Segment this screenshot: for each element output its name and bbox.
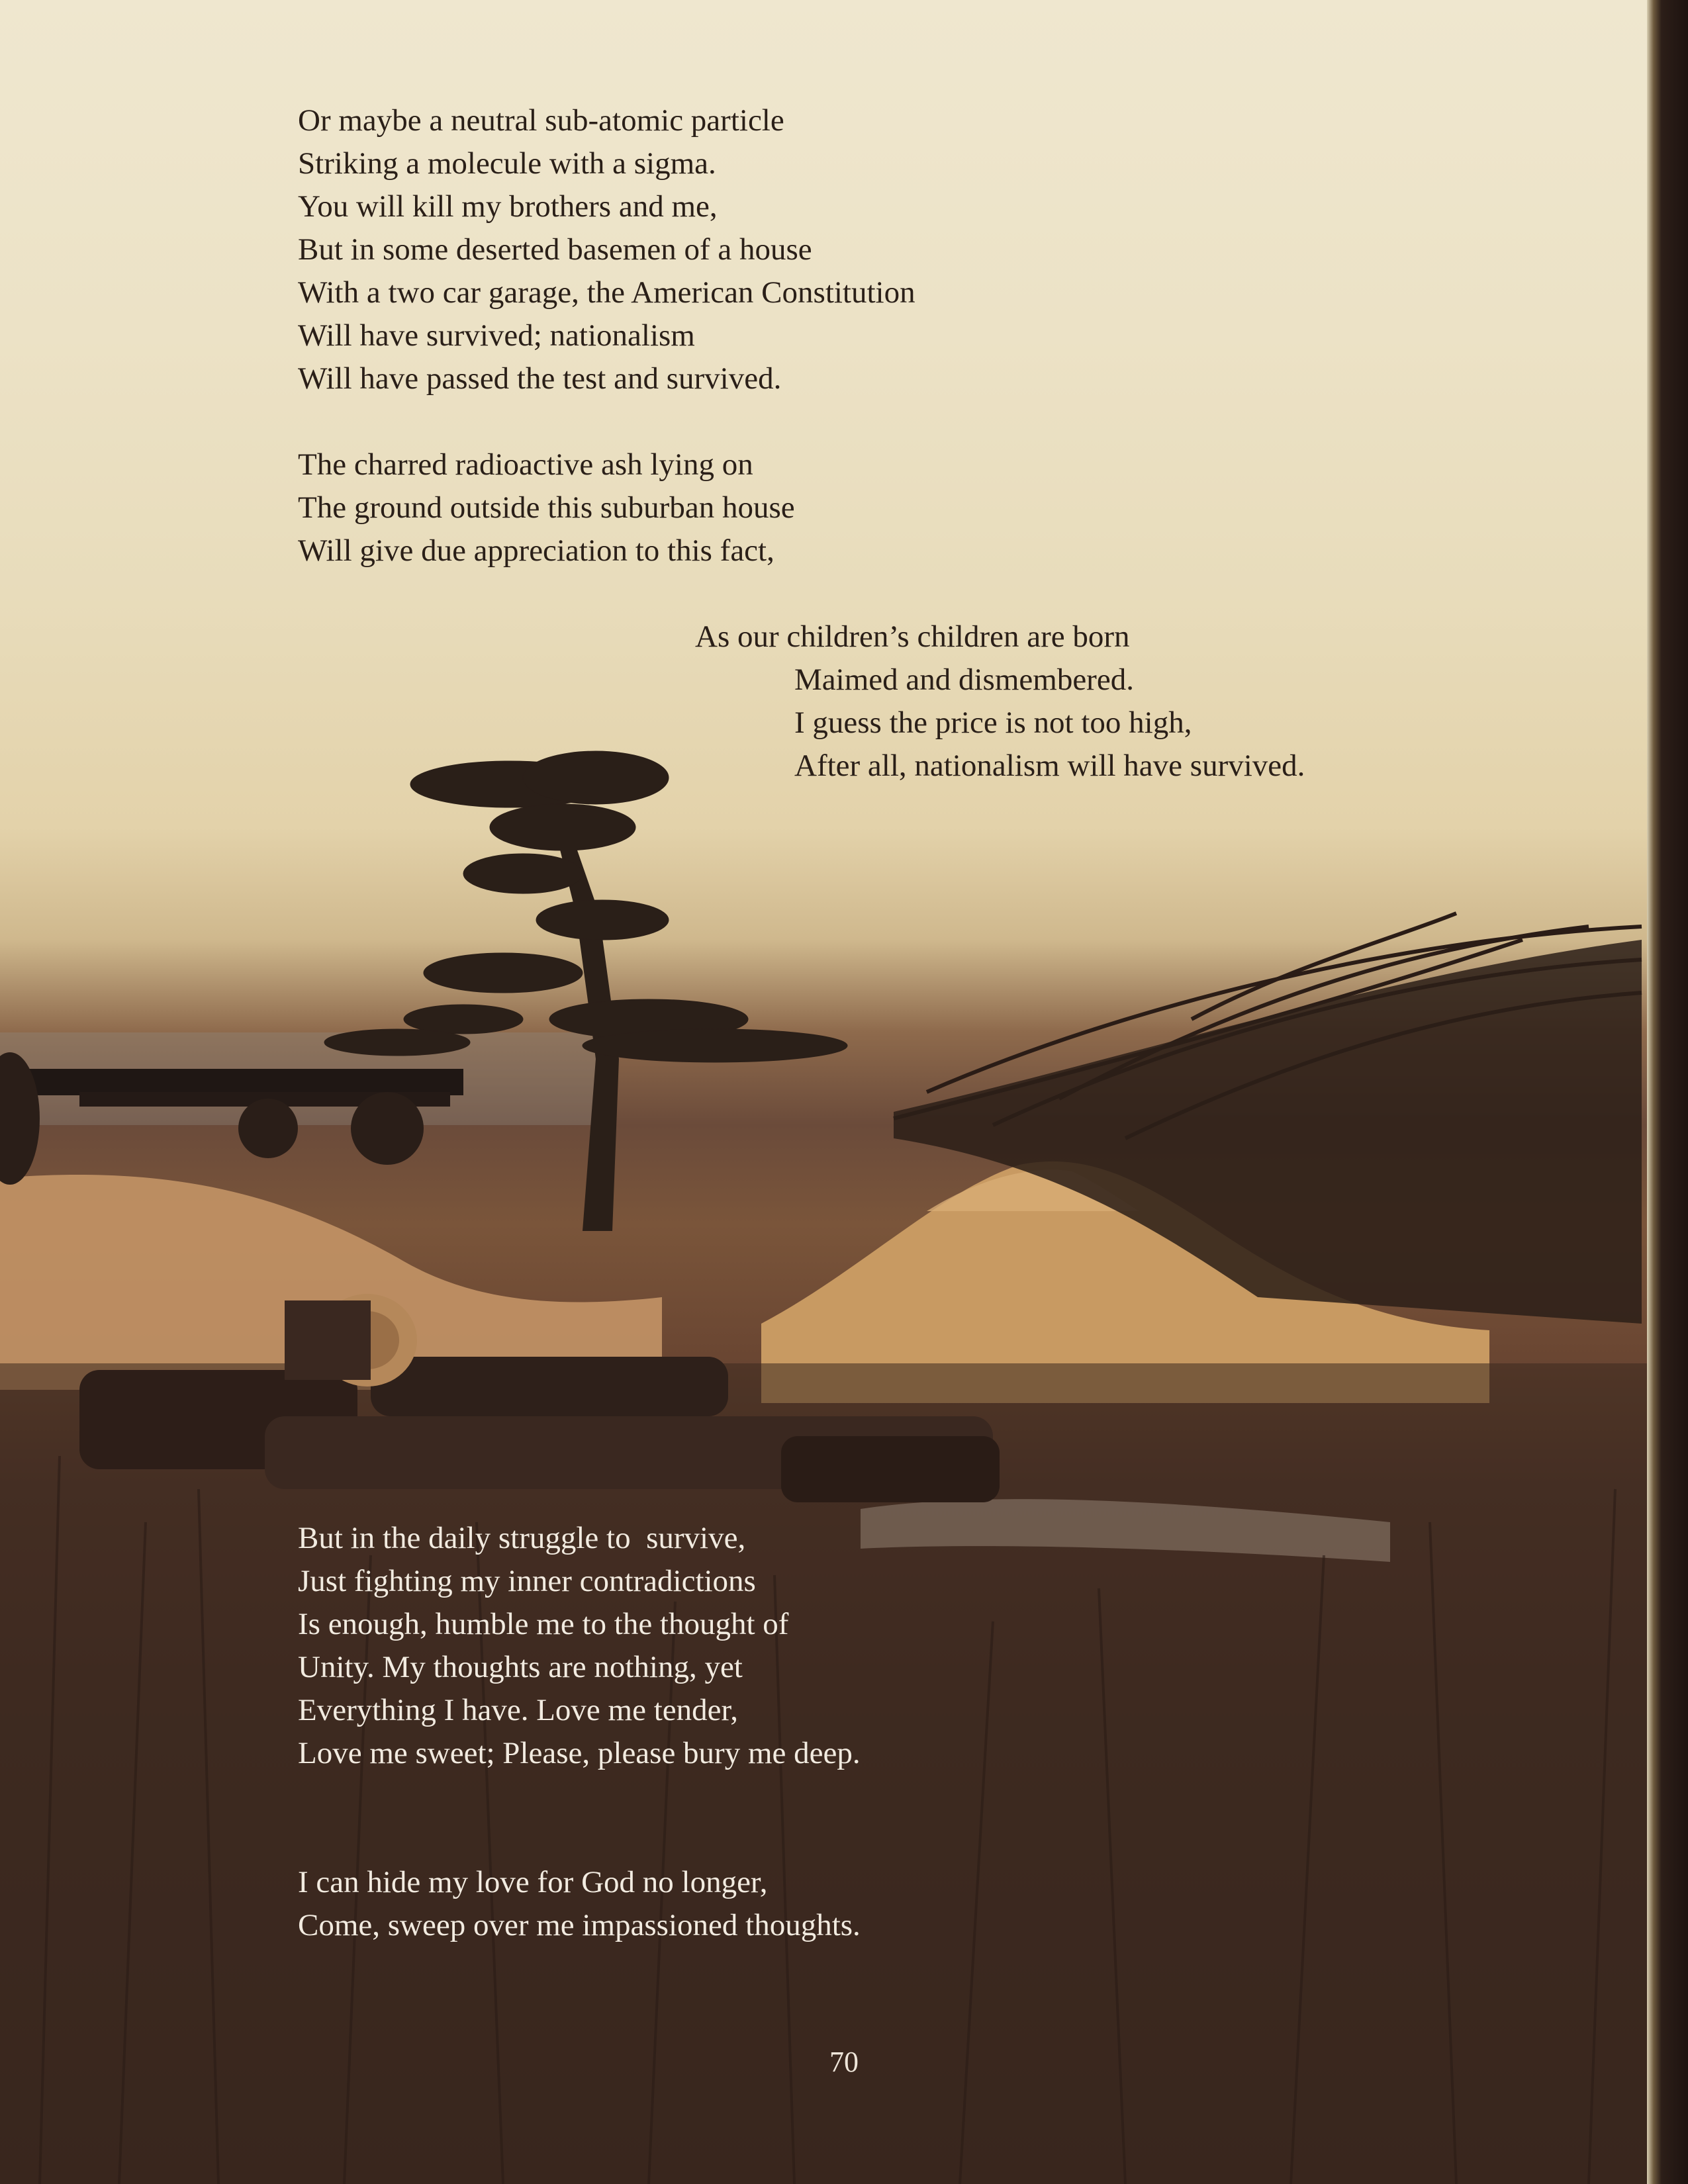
poem-line: The charred radioactive ash lying on [298, 447, 753, 482]
stanza-2 [298, 443, 795, 572]
poem-line: Is enough, humble me to the thought of [298, 1607, 789, 1641]
stanza-3 [695, 615, 1130, 659]
poem-line: Or maybe a neutral sub-atomic particle [298, 103, 784, 138]
poem-line: Maimed and dismembered. [794, 662, 1134, 697]
poem-line: Just fighting my inner contradictions [298, 1564, 756, 1598]
poem-line: I guess the price is not too high, [794, 705, 1192, 740]
poem-line: Will have survived; nationalism [298, 318, 695, 353]
stanza-1 [298, 99, 915, 400]
poem-line: Unity. My thoughts are nothing, yet [298, 1650, 743, 1684]
poem-line: Love me sweet; Please, please bury me deep. [298, 1736, 861, 1770]
poem-line: I can hide my love for God no longer, [298, 1865, 768, 1899]
poem-line: But in some deserted basemen of a house [298, 232, 812, 267]
poem-line: You will kill my brothers and me, [298, 189, 718, 224]
poem-line: The ground outside this suburban house [298, 490, 795, 525]
stanza-4 [298, 1517, 861, 1775]
poem-line: Striking a molecule with a sigma. [298, 146, 716, 181]
stanza-3-indented [794, 659, 1305, 788]
poem-line: Will have passed the test and survived. [298, 361, 782, 396]
poem-line: As our children’s children are born [695, 619, 1130, 654]
poem-line: With a two car garage, the American Constitution [298, 275, 915, 310]
stanza-5 [298, 1861, 861, 1947]
poem-line: Will give due appreciation to this fact, [298, 533, 774, 568]
page-number: 70 [829, 2046, 859, 2078]
poem-line: But in the daily struggle to survive, [298, 1521, 746, 1555]
book-binding [1647, 0, 1688, 2184]
poem-line: After all, nationalism will have survived. [794, 749, 1305, 783]
poem-line: Come, sweep over me impassioned thoughts. [298, 1908, 861, 1942]
poem-line: Everything I have. Love me tender, [298, 1693, 738, 1727]
